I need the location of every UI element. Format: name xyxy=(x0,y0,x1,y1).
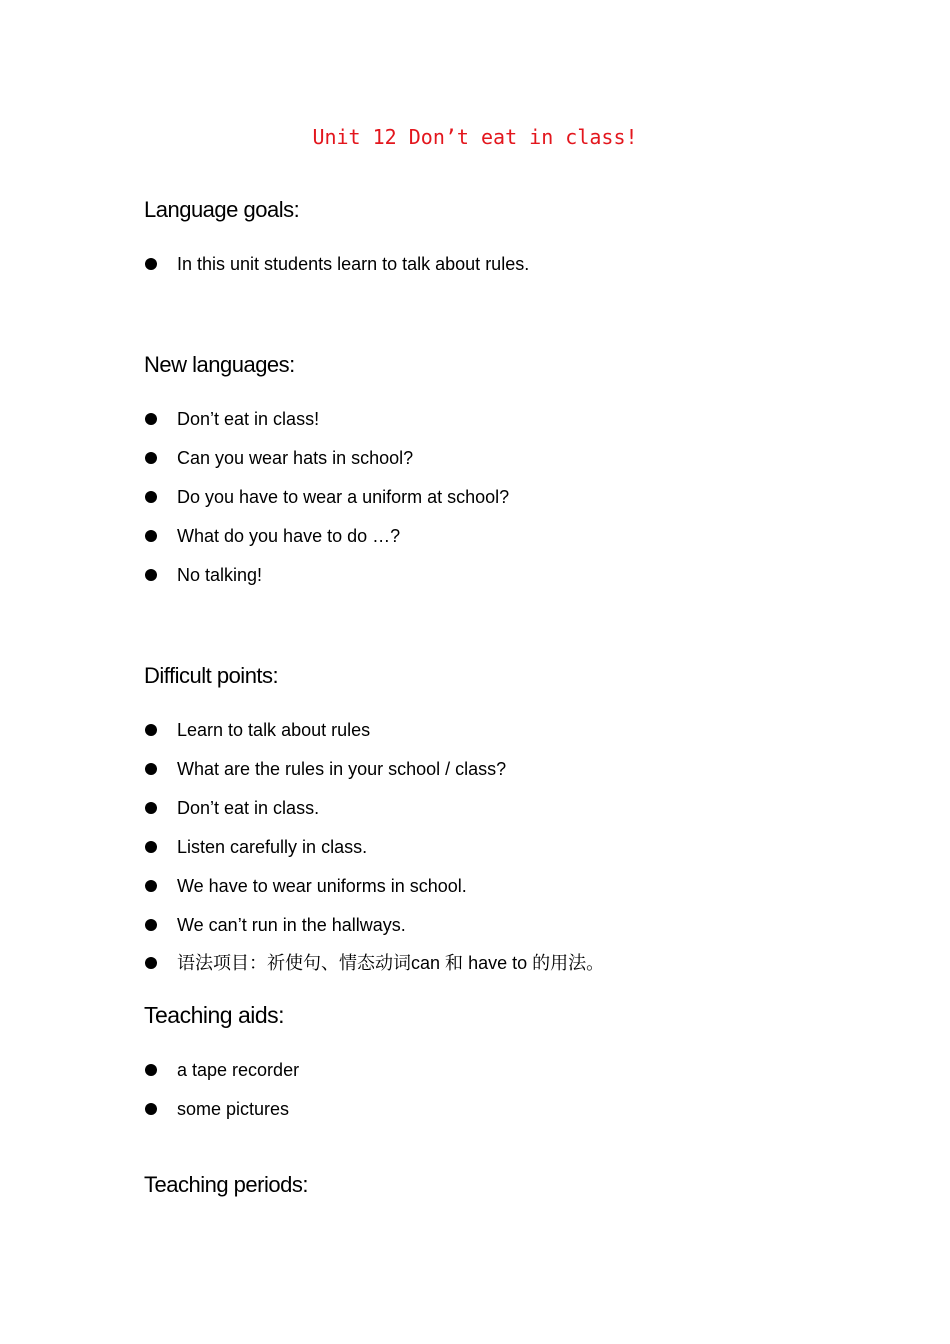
bullet-icon xyxy=(145,569,157,581)
list-item: Learn to talk about rules xyxy=(144,718,370,742)
list-item: Don’t eat in class. xyxy=(144,796,319,820)
bullet-icon xyxy=(145,724,157,736)
page-title: Unit 12 Don’t eat in class! xyxy=(312,125,638,149)
bullet-icon xyxy=(145,802,157,814)
bullet-icon xyxy=(145,880,157,892)
bullet-icon xyxy=(145,919,157,931)
bullet-icon xyxy=(145,841,157,853)
list-item: Listen carefully in class. xyxy=(144,835,367,859)
list-item: In this unit students learn to talk about rules. xyxy=(144,252,529,276)
list-item: Do you have to wear a uniform at school? xyxy=(144,485,509,509)
section-heading-difficult-points: Difficult points: xyxy=(144,663,279,688)
list-item: What do you have to do …? xyxy=(144,524,400,548)
bullet-icon xyxy=(145,491,157,503)
section-heading-teaching-periods: Teaching periods: xyxy=(144,1172,308,1197)
list-item: Don’t eat in class! xyxy=(144,407,319,431)
bullet-icon xyxy=(145,258,157,270)
bullet-icon xyxy=(145,530,157,542)
bullet-icon xyxy=(145,1103,157,1115)
bullet-icon xyxy=(145,763,157,775)
bullet-icon xyxy=(145,413,157,425)
list-item: No talking! xyxy=(144,563,262,587)
bullet-icon xyxy=(145,1064,157,1076)
section-heading-teaching-aids: Teaching aids: xyxy=(144,1002,285,1028)
list-item-grammar: 语法项目：祈使句、情态动词can 和 have to 的用法。 xyxy=(144,951,604,975)
bullet-icon xyxy=(145,957,157,969)
section-heading-language-goals: Language goals: xyxy=(144,197,300,222)
bullet-icon xyxy=(145,452,157,464)
list-item: Can you wear hats in school? xyxy=(144,446,413,470)
section-heading-new-languages: New languages: xyxy=(144,352,295,377)
list-item: a tape recorder xyxy=(144,1058,299,1082)
list-item: We can’t run in the hallways. xyxy=(144,913,406,937)
list-item: What are the rules in your school / class? xyxy=(144,757,506,781)
list-item: some pictures xyxy=(144,1097,289,1121)
list-item: We have to wear uniforms in school. xyxy=(144,874,467,898)
